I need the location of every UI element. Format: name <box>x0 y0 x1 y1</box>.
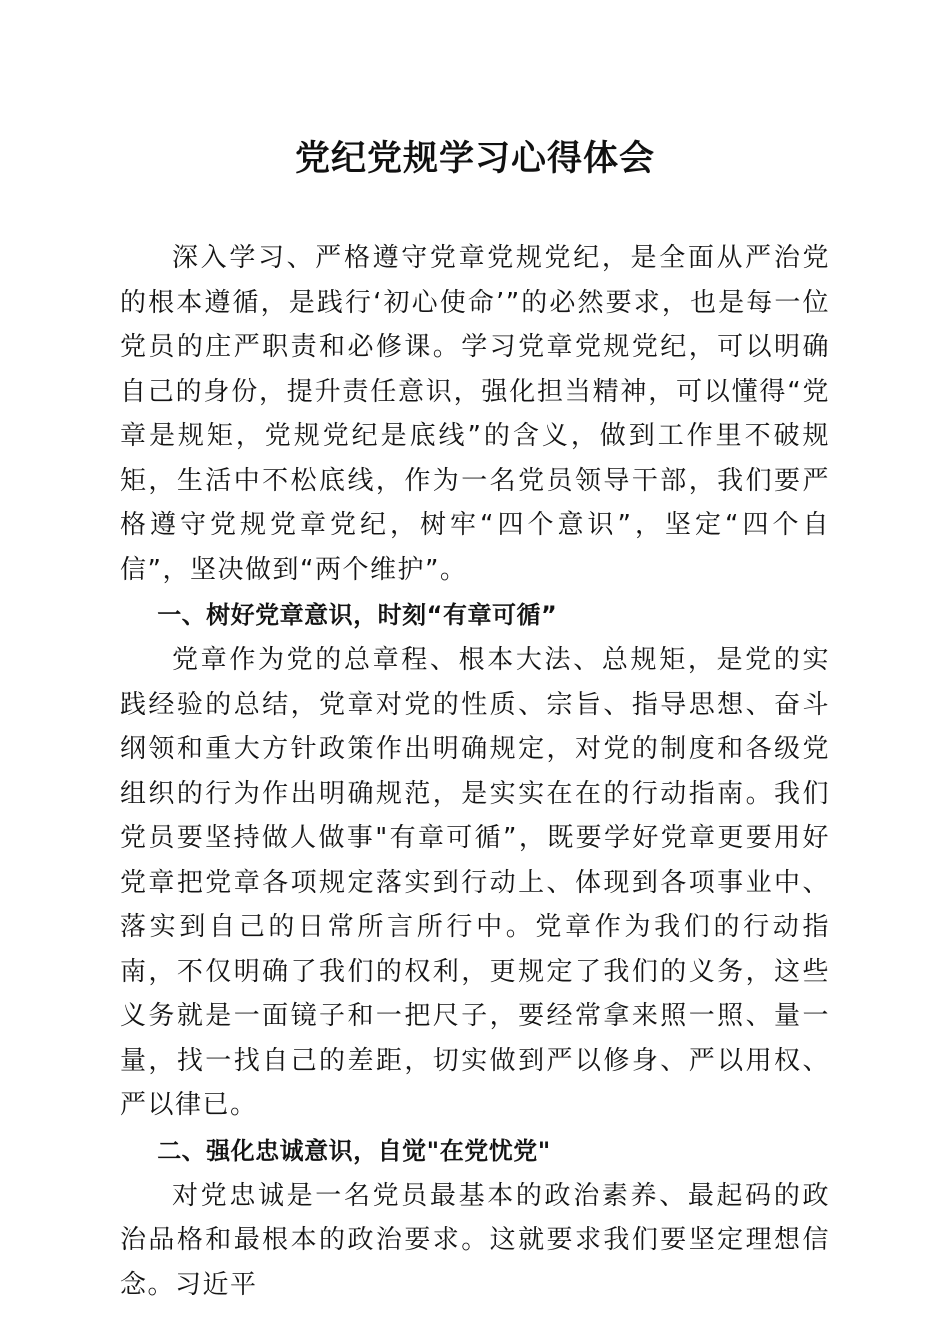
intro-paragraph: 深入学习、严格遵守党章党规党纪，是全面从严治党的根本遵循，是践行‘初心使命’”的必然要求，也是每一位党员的庄严职责和必修课。学习党章党规党纪，可以明确自己的身份，提升责任意识，强化担当精神，可以懂得“党章是规矩，党规党纪是底线”的含义，做到工作里不破规矩，生活中不松底线，作为一名党员领导干部，我们要严格遵守党规党章党纪，树牢“四个意识”，坚定“四个自信”，坚决做到“两个维护”。 <box>120 243 830 585</box>
section-2-paragraph: 对党忠诚是一名党员最基本的政治素养、最起码的政治品格和最根本的政治要求。这就要求我们要坚定理想信念。习近平 <box>120 1180 830 1300</box>
document-body <box>120 236 830 1307</box>
section-1-paragraph: 党章作为党的总章程、根本大法、总规矩，是党的实践经验的总结，党章对党的性质、宗旨、指导思想、奋斗纲领和重大方针政策作出明确规定，对党的制度和各级党组织的行为作出明确规范，是实实在在的行动指南。我们党员要坚持做人做事"有章可循”，既要学好党章更要用好党章把党章各项规定落实到行动上、体现到各项事业中、落实到自己的日常所言所行中。党章作为我们的行动指南，不仅明确了我们的权利，更规定了我们的义务，这些义务就是一面镜子和一把尺子，要经常拿来照一照、量一量，找一找自己的差距，切实做到严以修身、严以用权、严以律已。 <box>120 645 830 1120</box>
section-2-heading: 二、强化忠诚意识，自觉"在党忧党" <box>157 1136 551 1165</box>
section-1-heading: 一、树好党章意识，时刻“有章可循” <box>157 601 558 629</box>
document-title: 党纪党规学习心得体会 <box>294 138 655 179</box>
